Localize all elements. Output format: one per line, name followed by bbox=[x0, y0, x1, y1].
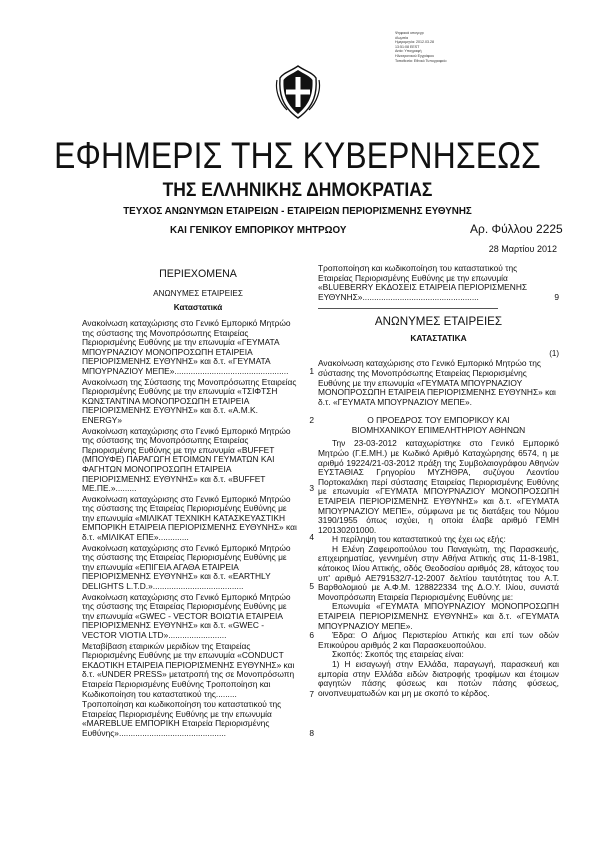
toc-entry-page: 1 bbox=[309, 365, 314, 376]
toc-list bbox=[82, 319, 314, 739]
toc-entry-page: 6 bbox=[309, 630, 314, 640]
gazette-title: ΕΦΗΜΕΡΙΣ ΤΗΣ ΚΥΒΕΡΝΗΣΕΩΣ bbox=[54, 135, 541, 176]
toc-entry[interactable] bbox=[82, 378, 314, 426]
toc-entry-text: Τροποποίηση και κωδικοποίηση του καταστατικού της Εταιρείας Περιορισμένης Ευθύνης με την επωνυμία «BLUEBERRY ΕΚΔΟΣΕΙΣ ΕΤΑΙΡΕΙΑ ΠΕΡΙΟΡΙΣΜΕΝΗΣ ΕΥΘΥΝΗΣ».................................................. bbox=[318, 263, 528, 302]
stamp-line: όλυμπία bbox=[395, 35, 409, 40]
stamp-line: Ηλεκτρονικού Εγγράφου bbox=[395, 53, 434, 58]
toc-entry-text: Μεταβίβαση εταιρικών μεριδίων της Εταιρείας Περιορισμένης Ευθύνης με την επωνυμία «CONDUCT ΕΚΔΟΤΙΚΗ ΕΤΑΙΡΕΙΑ ΠΕΡΙΟΡΙΣΜΕΝΗΣ ΕΥΘΥΝΗΣ» και δ.τ. «UNDER PRESS» μετατροπή της σε Μονοπρόσωπη Εταιρεία Περιορισμένης Ευθύνης Τροποποίηση και Κωδικοποίηση του καταστατικού της......... bbox=[82, 640, 295, 699]
table-of-contents bbox=[82, 263, 314, 739]
toc-entry[interactable] bbox=[82, 544, 314, 592]
greek-coat-of-arms-emblem bbox=[275, 64, 321, 120]
body-section-heading: ΑΝΩΝΥΜΕΣ ΕΤΑΙΡΕΙΕΣ bbox=[374, 315, 503, 329]
stamp-line: Αιτία: Υπογραφή bbox=[395, 49, 422, 54]
body-paragraph: Την 23-03-2012 καταχωρίστηκε στο Γενικό Εμπορικό Μητρώο (Γ.Ε.ΜΗ.) με Κωδικό Αριθμό Καταχώρησης 6574, η με αριθμό 19224/21-03-2012 πράξη της Συμβολαιογράφου Αθηνών ΕΥΣΤΑΘΙΑΣ Γρηγορίου ΜΥΖΗΘΡΑ, συζύγου Λεοντίου Πορτοκαλάκη περί σύστασης Εταιρείας Περιορισμένης Ευθύνης με επωνυμία «ΓΕΥΜΑΤΑ ΜΠΟΥΡΝΑΖΙΟΥ ΜΟΝΟΠΡΟΣΩΠΗ ΕΤΑΙΡΕΙΑ ΠΕΡΙΟΡΙΣΜΕΝΗΣ ΕΥΘΥΝΗΣ» και δ.τ. «ΓΕΥΜΑΤΑ ΜΠΟΥΡΝΑΖΙΟΥ ΜΕΠΕ», σύμφωνα με τις διατάξεις του Νόμου 3190/1955 όπως ισχύει, η οποία έλαβε αριθμό ΓΕΜΗ 120130201000. bbox=[318, 438, 559, 535]
body-paragraph: Επωνυμία «ΓΕΥΜΑΤΑ ΜΠΟΥΡΝΑΖΙΟΥ ΜΟΝΟΠΡΟΣΩΠΗ ΕΤΑΙΡΕΙΑ ΠΕΡΙΟΡΙΣΜΕΝΗΣ ΕΥΘΥΝΗΣ» και δ.τ. «ΓΕΥΜΑΤΑ ΜΠΟΥΡΝΑΖΙΟΥ ΜΕΠΕ». bbox=[318, 601, 559, 631]
notice-body bbox=[318, 439, 559, 698]
toc-entry-page: 8 bbox=[309, 727, 314, 738]
digital-signature-stamp bbox=[395, 31, 477, 63]
toc-entry[interactable] bbox=[82, 593, 314, 641]
toc-entry-text: Τροποποίηση και κωδικοποίηση του καταστατικού της Εταιρείας Περιορισμένης Ευθύνης με την επωνυμία «MAREBLUE ΕΜΠΟΡΙΚΗ Εταιρεία Περιορισμένης Ευθύνης».............................................. bbox=[82, 699, 282, 738]
stamp-line: Τοποθεσία: Εθνικό Τυπογραφείο bbox=[395, 58, 447, 63]
issue-type-line1: ΤΕΥΧΟΣ ΑΝΩΝΥΜΩΝ ΕΤΑΙΡΕΙΩΝ - ΕΤΑΙΡΕΙΩΝ ΠΕΡΙΟΡΙΣΜΕΝΗΣ ΕΥΘΥΝΗΣ bbox=[123, 206, 472, 217]
toc-entry-text: Ανακοίνωση καταχώρισης στο Γενικό Εμπορικό Μητρώο της σύστασης της Εταιρείας Περιορισμένης Ευθύνης με την επωνυμία «ΜΙΛΙΚΑΤ ΤΕΧΝΙΚΗ ΚΑΤΑΣΚΕΥΑΣΤΙΚΗ ΕΜΠΟΡΙΚΗ ΕΤΑΙΡΕΙΑ ΠΕΡΙΟΡΙΣΜΕΝΗΣ ΕΥΘΥΝΗΣ» και δ.τ. «ΜΙΛΙΚΑΤ ΕΠΕ»............. bbox=[82, 493, 297, 543]
toc-entry-page: 5 bbox=[309, 581, 314, 592]
toc-entry-page: 3 bbox=[309, 483, 314, 494]
body-paragraph: Η Ελένη Ζαφειροπούλου του Παναγιώτη, της Παρασκευής, επιχειρηματίας, γεννημένη στην Αθήνα Αττικής στις 11-8-1981, κάτοικος Ιλίου Αττικής, οδός Θεοδοσίου αριθμός 28, κάτοχος του υπ' αριθμό ΑΕ791532/7-12-2007 δελτίου ταυτότητας του Α.Τ. Βαρθολομιού με Α.Φ.Μ. 128822334 της Δ.Ο.Υ. Ιλίου, συνιστά Μονοπρόσωπη Εταιρεία Περιορισμένης Ευθύνης με: bbox=[318, 543, 559, 602]
toc-entry[interactable] bbox=[82, 700, 314, 738]
toc-entry-text: Ανακοίνωση καταχώρισης στο Γενικό Εμπορικό Μητρώο της σύστασης της Μονοπρόσωπης Εταιρείας Περιορισμένης Ευθύνης με την επωνυμία «ΓΕΥΜΑΤΑ ΜΠΟΥΡΝΑΖΙΟΥ ΜΟΝΟΠΡΟΣΩΠΗ ΕΤΑΙΡΕΙΑ ΠΕΡΙΟΡΙΣΜΕΝΗΣ ΕΥΘΥΝΗΣ» και δ.τ. «ΓΕΥΜΑΤΑ ΜΠΟΥΡΝΑΖΙΟΥ ΜΕΠΕ»................................................. bbox=[82, 318, 291, 376]
toc-entry[interactable] bbox=[82, 642, 314, 700]
toc-subsection-heading: Καταστατικά bbox=[173, 303, 223, 312]
toc-entry[interactable] bbox=[82, 495, 314, 543]
body-paragraph: 1) Η εισαγωγή στην Ελλάδα, παραγωγή, παρασκευή και εμπορία στην Ελλάδα ειδών διατροφής τροφίμων και έτοιμων φαγητών πάσης φύσεως και ποτών πάσης φύσεως, οινοπνευματωδών και μη με σκοπό το κέρδος. bbox=[318, 659, 559, 698]
stamp-line: 13:51:08 EEST bbox=[395, 44, 420, 49]
gazette-subtitle: ΤΗΣ ΕΛΛΗΝΙΚΗΣ ΔΗΜΟΚΡΑΤΙΑΣ bbox=[162, 180, 433, 201]
toc-entry-text: Ανακοίνωση καταχώρισης στο Γενικό Εμπορικό Μητρώο της σύστασης της Εταιρείας Περιορισμένης Ευθύνης με την επωνυμία «GWEC - VECTOR ΒΟΙΩΤΙΑ ΕΤΑΙΡΕΙΑ ΠΕΡΙΟΡΙΣΜΕΝΗΣ ΕΥΘΥΝΗΣ» και δ.τ. «GWEC - VECTOR VIOTIA LTD»......................... bbox=[82, 591, 291, 640]
toc-entry-text: Ανακοίνωση καταχώρισης στο Γενικό Εμπορικό Μητρώο της σύστασης της Μονοπρόσωπης Εταιρείας Περιορισμένης Ευθύνης με την επωνυμία «BUFFET (ΜΠΟΥΦΕ) ΠΑΡΑΓΩΓΗ ΕΤΟΙΜΩΝ ΓΕΥΜΑΤΩΝ ΚΑΙ ΦΑΓΗΤΩΝ ΜΟΝΟΠΡΟΣΩΠΗ ΕΤΑΙΡΕΙΑ ΠΕΡΙΟΡΙΣΜΕΝΗΣ ΕΥΘΥΝΗΣ» και δ.τ. «BUFFET ΜΕ.ΠΕ.»......... bbox=[82, 425, 291, 494]
toc-entry-continued[interactable] bbox=[318, 264, 559, 302]
notice-number: (1) bbox=[549, 349, 559, 359]
authority-line: ΒΙΟΜΗΧΑΝΙΚΟΥ ΕΠΙΜΕΛΗΤΗΡΙΟΥ ΑΘΗΝΩΝ bbox=[351, 425, 526, 436]
toc-entry-page: 4 bbox=[309, 532, 314, 543]
main-body bbox=[318, 263, 559, 698]
sheet-number: Αρ. Φύλλου 2225 bbox=[470, 222, 563, 236]
body-paragraph: Σκοπός: Σκοπός της εταιρείας είναι: bbox=[332, 649, 464, 660]
body-paragraph: Έδρα: Ο Δήμος Περιστερίου Αττικής και επί των οδών Επικούρου αριθμός 2 και Παρασκευοπούλου. bbox=[318, 630, 559, 650]
toc-entry-page: 9 bbox=[554, 291, 559, 302]
toc-entry[interactable] bbox=[82, 319, 314, 377]
body-paragraph: Η περίληψη του καταστατικού της έχει ως εξής: bbox=[332, 534, 506, 545]
toc-entry-text: Ανακοίνωση καταχώρισης στο Γενικό Εμπορικό Μητρώο της σύστασης της Εταιρείας Περιορισμένης Ευθύνης με την επωνυμία «ΕΠΙΓΕΙΑ ΑΓΑΘΑ ΕΤΑΙΡΕΙΑ ΠΕΡΙΟΡΙΣΜΕΝΗΣ ΕΥΘΥΝΗΣ» και δ.τ. «EARTHLY DELIGHTS L.T.D.»....................................... bbox=[82, 542, 291, 592]
issue-type-line2: ΚΑΙ ΓΕΝΙΚΟΥ ΕΜΠΟΡΙΚΟΥ ΜΗΤΡΩΟΥ bbox=[170, 225, 347, 236]
stamp-line: Ψηφιακά υπογεγρ bbox=[395, 31, 424, 35]
toc-entry-text: Ανακοίνωση της Σύστασης της Μονοπρόσωπης Εταιρείας Περιορισμένης Ευθύνης με την επωνυμία «ΤΣΙΦΤΣΗ ΚΩΝΣΤΑΝΤΙΝΑ ΜΟΝΟΠΡΟΣΩΠΗ ΕΤΑΙΡΕΙΑ ΠΕΡΙΟΡΙΣΜΕΝΗΣ ΕΥΘΥΝΗΣ» και δ.τ. «Α.Μ.Κ. ENERGY» bbox=[82, 376, 297, 425]
issuing-authority bbox=[318, 415, 559, 435]
toc-entry[interactable] bbox=[82, 427, 314, 494]
issue-date: 28 Μαρτίου 2012 bbox=[488, 244, 557, 254]
authority-line: Ο ΠΡΟΕΔΡΟΣ ΤΟΥ ΕΜΠΟΡΙΚΟΥ ΚΑΙ bbox=[367, 415, 510, 426]
toc-section-heading: ΑΝΩΝΥΜΕΣ ΕΤΑΙΡΕΙΕΣ bbox=[153, 289, 243, 298]
stamp-line: Ημερομηνία: 2012.03.28 bbox=[395, 40, 435, 45]
notice-title: Ανακοίνωση καταχώρισης στο Γενικό Εμπορικό Μητρώο της σύστασης της Μονοπρόσωπης Εταιρείας Περιορισμένης Ευθύνης με την επωνυμία «ΓΕΥΜΑΤΑ ΜΠΟΥΡΝΑΖΙΟΥ ΜΟΝΟΠΡΟΣΩΠΗ ΕΤΑΙΡΕΙΑ ΠΕΡΙΟΡΙΣΜΕΝΗΣ ΕΥΘΥΝΗΣ» και δ.τ. «ΓΕΥΜΑΤΑ ΜΠΟΥΡΝΑΖΙΟΥ ΜΕΠΕ». bbox=[318, 358, 556, 407]
section-divider bbox=[318, 308, 498, 309]
toc-heading: ΠΕΡΙΕΧΟΜΕΝΑ bbox=[159, 268, 237, 280]
toc-entry-page: 2 bbox=[309, 414, 314, 425]
toc-entry-page: 7 bbox=[309, 688, 314, 699]
body-subsection-heading: ΚΑΤΑΣΤΑΤΙΚΑ bbox=[410, 333, 467, 344]
